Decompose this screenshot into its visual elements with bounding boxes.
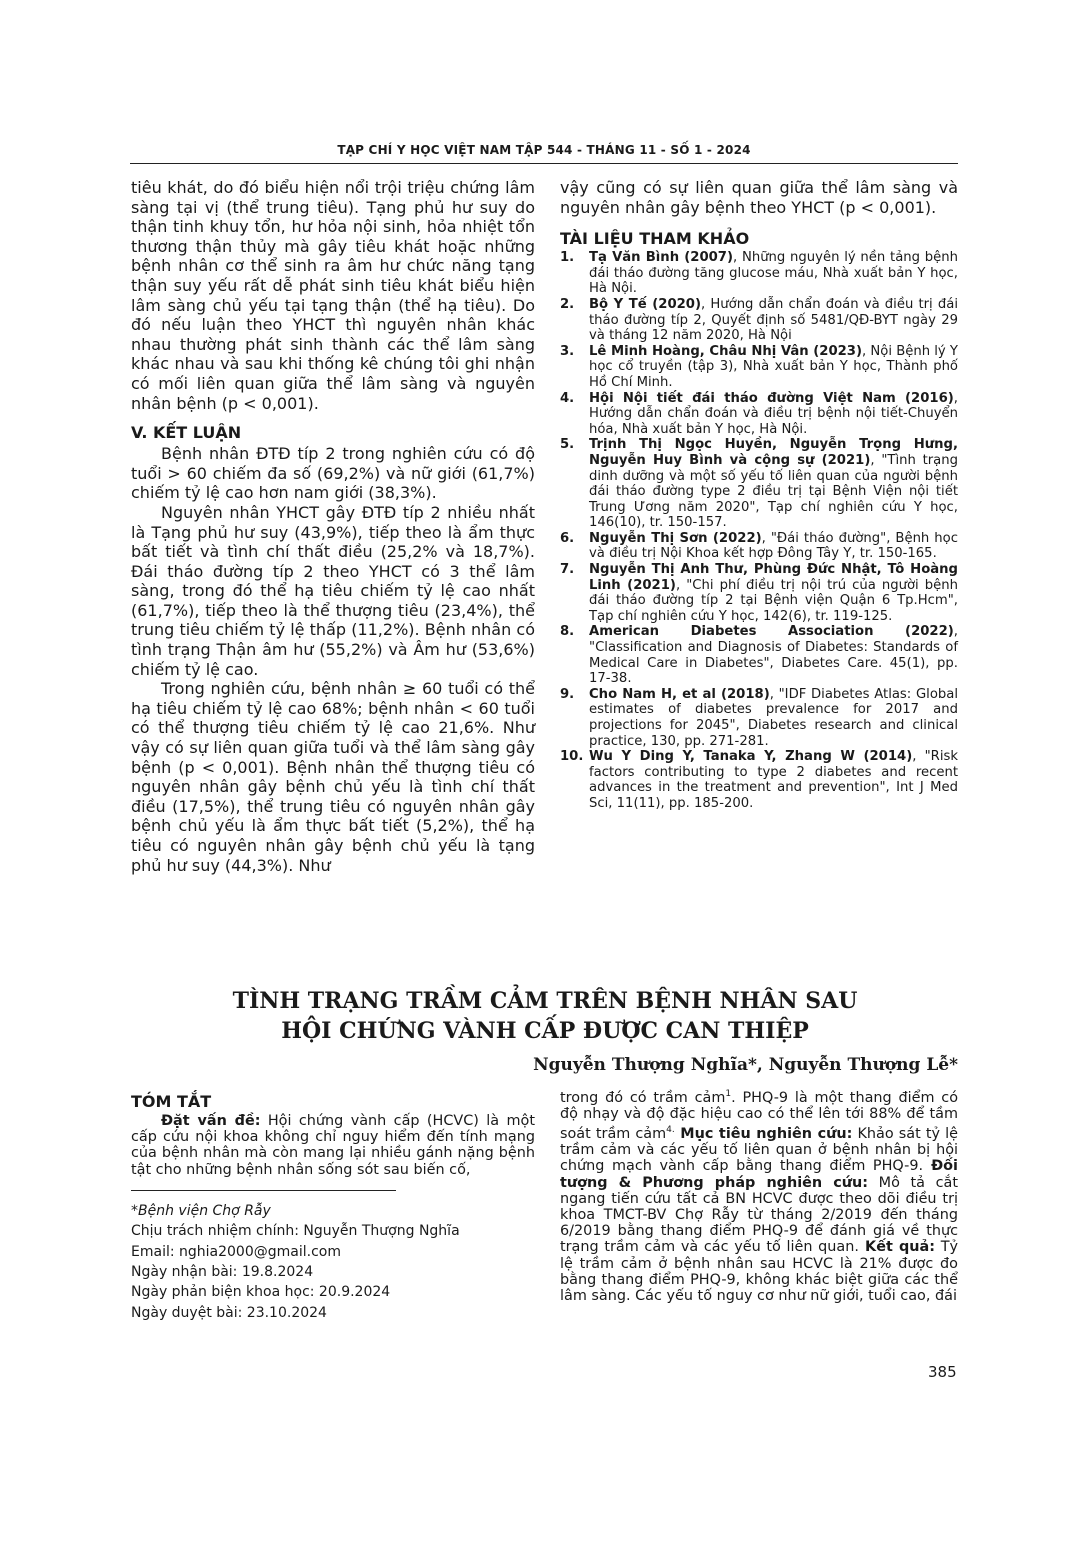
- reference-details: , Nội Bệnh lý Y học cổ truyền (tập 3), Nhà xuất bản Y học, Thành phố Hồ Chí Minh.: [589, 343, 958, 390]
- reference-item: [560, 297, 958, 344]
- reference-text: [589, 749, 958, 811]
- reference-text: [589, 624, 958, 686]
- reference-number: 10.: [560, 749, 584, 765]
- reference-authors: Hội Nội tiết đái tháo đường Việt Nam (2016): [589, 390, 954, 406]
- article-title: [150, 986, 940, 1046]
- reference-number: 5.: [560, 437, 575, 453]
- abstract-methods-text: Mô tả cắt ngang tiến cứu tất cả BN HCVC được theo dõi điều trị khoa TMCT-BV Chợ Rẫy từ tháng 2/2019 đến tháng 6/2019 bằng thang điểm PHQ-9 để đánh giá về thực trạng trầm cảm và các yếu tố liên quan.: [560, 1174, 959, 1256]
- abstract-heading: TÓM TẮT: [131, 1092, 212, 1111]
- reference-number: 7.: [560, 562, 575, 578]
- reference-text: [589, 687, 958, 749]
- reference-number: 2.: [560, 296, 575, 312]
- header-rule: [130, 163, 958, 164]
- abstract-left: [131, 1092, 535, 1323]
- footnote-received: Ngày nhận bài: 19.8.2024: [131, 1264, 314, 1281]
- reference-authors: Cho Nam H, et al (2018): [589, 686, 770, 702]
- reference-number: 9.: [560, 686, 575, 702]
- citation-4: 4.: [666, 1125, 675, 1136]
- reference-number: 8.: [560, 624, 575, 640]
- reference-text: [589, 531, 958, 562]
- reference-item: [560, 624, 958, 686]
- reference-number: 3.: [560, 343, 575, 359]
- reference-number: 6.: [560, 530, 575, 546]
- conclusion-paragraph-3: Trong nghiên cứu, bệnh nhân ≥ 60 tuổi có thể hạ tiêu chiếm tỷ lệ cao 68%; bệnh nhân < 60 tuổi có thể thượng tiêu chiếm tỷ lệ cao 21,6%. Như vậy có sự liên quan giữa tuổi và thể lâm sàng gây bệnh (p < 0,001). Bệnh nhân thể thượng tiêu có nguyên nhân gây bệnh chủ yếu là tình chí thất điều (17,5%), thể trung tiêu có nguyên nhân gây bệnh chủ yếu là ẩm thực bất tiết (5,2%), thể hạ tiêu có nguyên nhân gây bệnh chủ yếu là tạng phủ hư suy (44,3%). Như: [131, 679, 535, 875]
- article-title-line-1: TÌNH TRẠNG TRẦM CẢM TRÊN BỆNH NHÂN SAU: [232, 988, 858, 1014]
- references-list: [560, 250, 958, 811]
- conclusion-paragraph-2: Nguyên nhân YHCT gây ĐTĐ típ 2 nhiều nhất là Tạng phủ hư suy (43,9%), tiếp theo là ẩm thực bất tiết và tình chí thất điều (25,2% và 18,7%). Đái tháo đường típ 2 theo YHCT có 3 thể lâm sàng, trong đó thể hạ tiêu chiếm tỷ lệ cao nhất (61,7%), tiếp theo là thể thượng tiêu (23,4%), thể trung tiêu chiếm tỷ lệ thấp (11,2%). Bệnh nhân có tình trạng Thận âm hư (55,2%) và Âm hư (53,6%) chiếm tỷ lệ cao.: [131, 502, 535, 679]
- abstract-objective-text: Khảo sát tỷ lệ trầm cảm và các yếu tố liên quan ở bệnh nhân bị hội chứng mạch vành cấp bằng thang điểm PHQ-9.: [560, 1126, 958, 1175]
- reference-details: , Những nguyên lý nền tảng bệnh đái tháo đường tăng glucose máu, Nhà xuất bản Y học, Hà Nội.: [589, 250, 958, 297]
- reference-text: [589, 437, 958, 531]
- reference-authors: Tạ Văn Bình (2007): [589, 250, 734, 266]
- reference-item: [560, 437, 958, 531]
- reference-number: 1.: [560, 250, 575, 266]
- article-title-line-2: HỘI CHỨNG VÀNH CẤP ĐƯỢC CAN THIỆP: [281, 1018, 809, 1044]
- reference-authors: American Diabetes Association (2022): [589, 624, 954, 640]
- footnote-responsible: Chịu trách nhiệm chính: Nguyễn Thượng Nghĩa: [131, 1223, 460, 1240]
- reference-authors: Wu Y Ding Y, Tanaka Y, Zhang W (2014): [589, 749, 913, 765]
- reference-item: [560, 749, 958, 811]
- reference-item: [560, 562, 958, 624]
- reference-details: , "IDF Diabetes Atlas: Global estimates of diabetes prevalence for 2017 and projections for 2045", Diabetes research and clinical practice, 130, pp. 271-281.: [589, 686, 959, 749]
- reference-item: [560, 687, 958, 749]
- footnote-reviewed: Ngày phản biện khoa học: 20.9.2024: [131, 1284, 391, 1301]
- reference-text: [589, 391, 958, 438]
- abstract-background-label: Đặt vấn đề:: [161, 1113, 261, 1129]
- article-authors: Nguyễn Thượng Nghĩa*, Nguyễn Thượng Lễ*: [533, 1055, 958, 1075]
- reference-authors: Lê Minh Hoàng, Châu Nhị Vân (2023): [589, 343, 863, 359]
- reference-details: , Hướng dẫn chẩn đoán và điều trị đái tháo đường típ 2, Quyết định số 5481/QĐ-BYT ngày 29 và tháng 12 năm 2020, Hà Nội: [589, 296, 958, 344]
- abstract-text-2: . PHQ-9 là một thang điểm có độ nhạy và độ đặc hiệu cao có thể lên tới 88% để tầm soát trầm cảm: [560, 1089, 958, 1142]
- page-number: 385: [928, 1363, 957, 1381]
- journal-header: TẠP CHÍ Y HỌC VIỆT NAM TẬP 544 - THÁNG 11 - SỐ 1 - 2024: [337, 143, 751, 157]
- reference-details: , "Đái tháo đường", Bệnh học và điều trị Nội Khoa kết hợp Đông Tây Y, tr. 150-165.: [589, 530, 958, 562]
- reference-details: , "Chi phí điều trị nội trú của người bệnh đái tháo đường típ 2 tại Bệnh viện Quận 6 Tp.Hcm", Tạp chí nghiên cứu Y học, 142(6), tr. 119-125.: [589, 577, 958, 624]
- conclusion-paragraph-end: vậy cũng có sự liên quan giữa thể lâm sàng và nguyên nhân gây bệnh theo YHCT (p < 0,001).: [560, 178, 958, 217]
- reference-details: , "Classification and Diagnosis of Diabetes: Standards of Medical Care in Diabetes", Diabetes Care. 45(1), pp. 17-38.: [589, 624, 958, 687]
- reference-details: , Hướng dẫn chẩn đoán và điều trị bệnh nội tiết-Chuyển hóa, Nhà xuất bản Y học, Hà Nội.: [589, 390, 958, 437]
- reference-item: [560, 531, 958, 562]
- abstract-background: [131, 1113, 535, 1178]
- citation-1: 1: [725, 1089, 732, 1099]
- conclusion-heading: V. KẾT LUẬN: [131, 423, 242, 443]
- abstract-body: [560, 1086, 958, 1304]
- footnote-rule: [131, 1190, 396, 1191]
- abstract-results-text: Tỷ lệ trầm cảm ở bệnh nhân sau HCVC là 21% được đo bằng thang điểm PHQ-9, không khác biệt giữa các thể lâm sàng. Các yếu tố nguy cơ như nữ giới, tuổi cao, đái: [560, 1239, 958, 1305]
- reference-details: , "Risk factors contributing to type 2 diabetes and recent advances in the treatment and prevention", Int J Med Sci, 11(11), pp. 185-200.: [589, 749, 958, 811]
- references-heading: TÀI LIỆU THAM KHẢO: [560, 229, 750, 249]
- discussion-paragraph-end: tiêu khát, do đó biểu hiện nổi trội triệu chứng lâm sàng tại vị (thể trung tiêu). Tạng phủ hư suy do thận tinh khuy tổn, hư hỏa nội sinh, hỏa nhiệt tổn thương thận thủy mà gây tiêu khát hoặc những bệnh nhân cơ thể sinh ra âm hư chức năng tạng thận suy yếu rất dễ phát sinh tiêu khát biểu hiện lâm sàng chủ yếu tại tạng thận (thể hạ tiêu). Do đó nếu luận theo YHCT thì nguyên nhân khác nhau thường phát sinh thành các thể lâm sàng khác nhau và sau khi thống kê chúng tôi ghi nhận có mối liên quan giữa thể lâm sàng và nguyên nhân bệnh (p < 0,001).: [131, 178, 535, 413]
- abstract-background-text: Hội chứng vành cấp (HCVC) là một cấp cứu nội khoa không chỉ nguy hiểm đến tính mạng của bệnh nhân mà còn mang lại nhiều gánh nặng bệnh tật cho những bệnh nhân sống sót sau biến cố,: [131, 1113, 535, 1178]
- reference-item: [560, 250, 958, 297]
- reference-text: [589, 250, 958, 297]
- reference-text: [589, 297, 958, 344]
- footnote-accepted: Ngày duyệt bài: 23.10.2024: [131, 1304, 327, 1321]
- abstract-text-1: trong đó có trầm cảm: [560, 1089, 726, 1106]
- reference-text: [589, 344, 958, 391]
- reference-number: 4.: [560, 390, 575, 406]
- footnote-email: Email: nghia2000@gmail.com: [131, 1243, 341, 1260]
- reference-authors: Trịnh Thị Ngọc Huyền, Nguyễn Trọng Hưng, Nguyễn Huy Bình và cộng sự (2021): [589, 437, 958, 468]
- reference-authors: Bộ Y Tế (2020): [589, 296, 702, 312]
- reference-item: [560, 391, 958, 438]
- left-column: [131, 178, 535, 875]
- reference-item: [560, 344, 958, 391]
- abstract-methods-label: Đối tượng & Phương pháp nghiên cứu:: [560, 1158, 958, 1191]
- reference-text: [589, 562, 958, 624]
- footnote-affiliation: *Bệnh viện Chợ Rẫy: [131, 1202, 271, 1219]
- right-column: [560, 178, 958, 812]
- reference-authors: Nguyễn Thị Anh Thư, Phùng Đức Nhật, Tô Hoàng Linh (2021): [589, 562, 958, 593]
- conclusion-paragraph-1: Bệnh nhân ĐTĐ típ 2 trong nghiên cứu có độ tuổi > 60 chiếm đa số (69,2%) và nữ giới (61,7%) chiếm tỷ lệ cao hơn nam giới (38,3%).: [131, 444, 535, 503]
- abstract-right: [560, 1086, 958, 1304]
- reference-authors: Nguyễn Thị Sơn (2022): [589, 530, 762, 546]
- reference-details: , "Tình trạng dinh dưỡng và một số yếu tố liên quan của người bệnh đái tháo đường type 2 điều trị tại Bệnh Viện nội tiết Trung Ương năm 2020", Tạp chí nghiên cứu Y học, 146(10), tr. 150-157.: [589, 452, 958, 531]
- abstract-objective-label: Mục tiêu nghiên cứu:: [674, 1126, 853, 1142]
- abstract-results-label: Kết quả:: [858, 1239, 935, 1256]
